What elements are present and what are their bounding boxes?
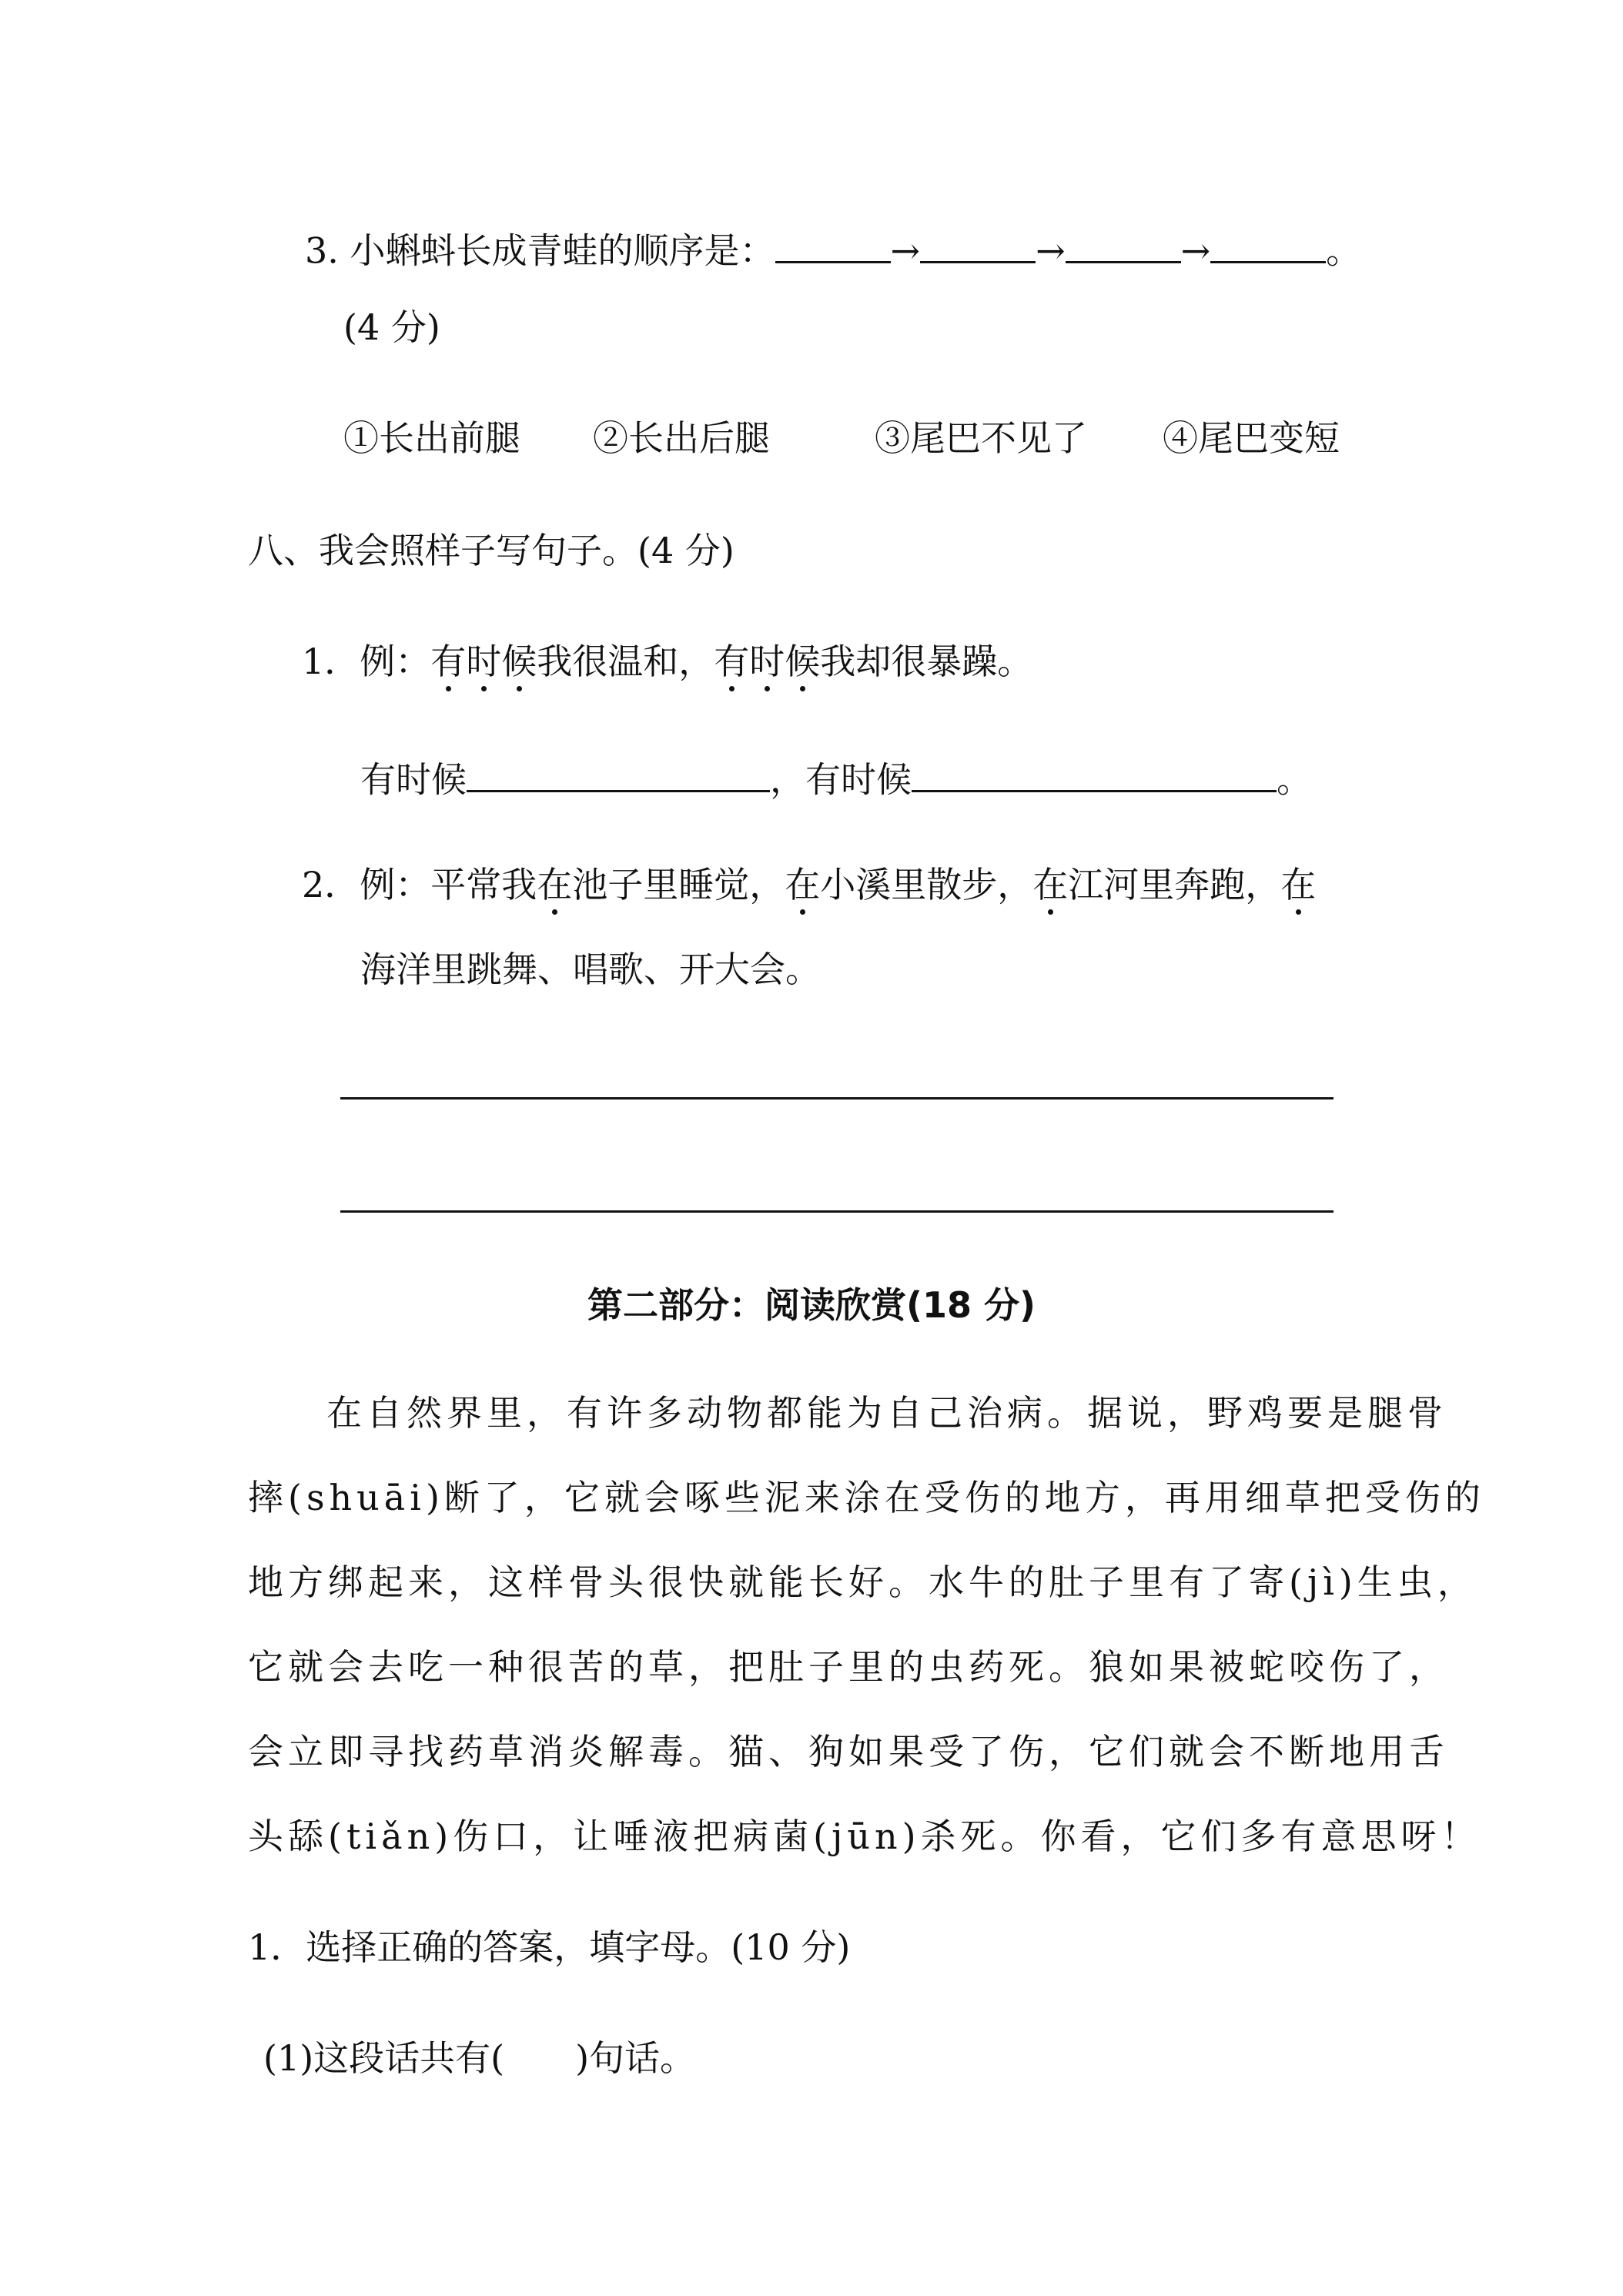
- emphasis-char: 在: [1032, 864, 1069, 905]
- item-prefix: 2．例：平常我: [302, 864, 537, 905]
- section-8-heading: 八、我会照样子写句子。(4 分): [248, 530, 735, 571]
- option: ①长出前腿: [343, 417, 520, 459]
- section-8-item-2-line-2: 海洋里跳舞、唱歌、开大会。: [360, 949, 821, 990]
- example-text: 江河里奔跑，: [1068, 864, 1281, 905]
- section-8-item-1: [302, 641, 1033, 682]
- example-text: 我却很暴躁。: [820, 641, 1033, 682]
- emphasis-char: 在: [537, 864, 573, 905]
- section-8-item-2: [302, 864, 1317, 905]
- emphasis-char: 有: [430, 641, 467, 682]
- item-prefix: 1．例：: [302, 641, 431, 682]
- part-2-title: 第二部分：阅读欣赏(18 分): [587, 1284, 1036, 1326]
- emphasis-char: 在: [1280, 864, 1317, 905]
- option: ④尾巴变短: [1163, 417, 1340, 459]
- option: ③尾巴不见了: [875, 417, 1087, 459]
- example-text: 我很温和，: [537, 641, 714, 682]
- passage-line: 它就会去吃一种很苦的草，把肚子里的虫药死。狼如果被蛇咬伤了，: [248, 1646, 1449, 1688]
- answer-blank[interactable]: [1066, 227, 1181, 263]
- fill-prefix: 有时候: [360, 758, 467, 801]
- emphasis-char: 候: [785, 641, 821, 682]
- arrow: →: [890, 229, 921, 272]
- period: 。: [1277, 758, 1312, 801]
- answer-blank[interactable]: [775, 227, 891, 263]
- answer-blank[interactable]: [467, 756, 770, 792]
- emphasis-char: 时: [466, 641, 502, 682]
- passage-line: 摔(shuāi)断了，它就会啄些泥来涂在受伤的地方，再用细草把受伤的: [248, 1477, 1485, 1518]
- passage-line: 地方绑起来，这样骨头很快就能长好。水牛的肚子里有了寄(jì)生虫，: [248, 1561, 1477, 1603]
- fill-prefix: 有时候: [805, 758, 912, 801]
- option: ②长出后腿: [593, 417, 770, 459]
- reading-question-1: 1．选择正确的答案，填字母。(10 分): [248, 1926, 851, 1968]
- comma: ，: [770, 758, 805, 801]
- reading-question-1-1: (1)这段话共有( )句话。: [263, 2037, 696, 2079]
- question-3-score: (4 分): [343, 306, 440, 348]
- question-3: [305, 227, 1362, 272]
- arrow: →: [1036, 229, 1066, 272]
- answer-blank[interactable]: [920, 227, 1036, 263]
- answer-line[interactable]: [340, 1210, 1334, 1213]
- passage-line: 在自然界里，有许多动物都能为自己治病。据说，野鸡要是腿骨: [326, 1392, 1447, 1434]
- example-text: 小溪里散步，: [820, 864, 1033, 905]
- emphasis-char: 有: [714, 641, 750, 682]
- emphasis-char: 在: [785, 864, 821, 905]
- passage-line: 头舔(tiǎn)伤口，让唾液把病菌(jūn)杀死。你看，它们多有意思呀！: [248, 1816, 1481, 1857]
- section-8-item-1-fill: [360, 756, 1312, 801]
- question-3-text: 3. 小蝌蚪长成青蛙的顺序是：: [305, 229, 775, 272]
- arrow: →: [1180, 229, 1211, 272]
- answer-blank[interactable]: [1210, 227, 1326, 263]
- answer-blank[interactable]: [912, 756, 1277, 792]
- emphasis-char: 时: [749, 641, 785, 682]
- passage-line: 会立即寻找药草消炎解毒。猫、狗如果受了伤，它们就会不断地用舌: [248, 1731, 1449, 1772]
- question-3-options: [343, 417, 1340, 459]
- period: 。: [1326, 229, 1362, 272]
- emphasis-char: 候: [501, 641, 537, 682]
- answer-line[interactable]: [340, 1097, 1334, 1099]
- example-text: 池子里睡觉，: [572, 864, 785, 905]
